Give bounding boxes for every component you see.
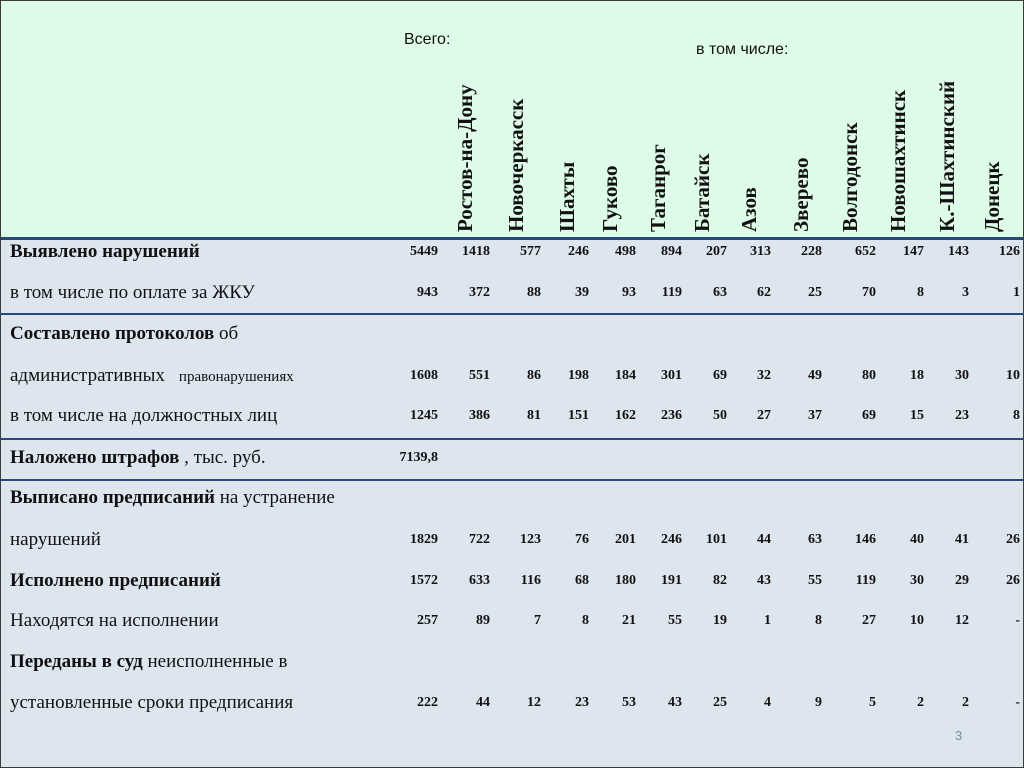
cell-value: 1572	[410, 573, 438, 588]
row-label-bold: Переданы в суд	[10, 651, 143, 672]
cell-value: 70	[862, 285, 876, 300]
cell-value: 5449	[410, 244, 438, 259]
row-label-bold: Выписано предписаний	[10, 487, 215, 508]
cell-value: 39	[575, 285, 589, 300]
cell-value: 10	[910, 613, 924, 628]
cell-value: 8	[917, 285, 924, 300]
row-label-small: правонарушениях	[178, 369, 294, 385]
cell-value: 50	[713, 408, 727, 423]
cell-value: 12	[527, 695, 541, 710]
cell-value: 151	[568, 408, 589, 423]
cell-value: 76	[575, 532, 589, 547]
cell-value: 55	[808, 573, 822, 588]
cell-value: 62	[757, 285, 771, 300]
cell-value: 386	[469, 408, 490, 423]
cell-value: 89	[476, 613, 490, 628]
cell-value: 5	[869, 695, 876, 710]
row-label-bold: Выявлено нарушений	[10, 241, 200, 262]
cell-value: 29	[955, 573, 969, 588]
cell-value: 69	[713, 368, 727, 383]
cell-value: 44	[476, 695, 490, 710]
cell-value: 101	[706, 532, 727, 547]
row-label	[10, 692, 293, 714]
city-header: Зверево	[789, 157, 813, 232]
row-label	[10, 323, 238, 345]
page-number: 3	[955, 728, 963, 743]
cell-value: 8	[582, 613, 589, 628]
row-label-text: Находятся на исполнении	[10, 610, 219, 631]
city-header: Батайск	[690, 153, 714, 232]
cell-value: 18	[910, 368, 924, 383]
cell-value: 43	[668, 695, 682, 710]
row-label	[10, 282, 255, 304]
city-header: Новошахтинск	[886, 89, 910, 232]
row-label-text: административных	[10, 365, 165, 386]
cell-value: 8	[1013, 408, 1020, 423]
cell-value: 228	[801, 244, 822, 259]
cell-value: 3	[962, 285, 969, 300]
cell-value: 25	[713, 695, 727, 710]
cell-value: 943	[417, 285, 438, 300]
cell-value: 652	[855, 244, 876, 259]
cell-value: 1245	[410, 408, 438, 423]
cell-value: 119	[855, 573, 876, 588]
cell-value: 43	[757, 573, 771, 588]
city-header: Таганрог	[646, 144, 670, 232]
cell-value: 12	[955, 613, 969, 628]
city-header: Гуково	[598, 165, 622, 232]
cell-value: 191	[661, 573, 682, 588]
row-label	[10, 651, 287, 673]
cell-value: 207	[706, 244, 727, 259]
cell-value: 147	[903, 244, 924, 259]
cell-value: 201	[615, 532, 636, 547]
cell-value: 894	[661, 244, 682, 259]
cell-value: 32	[757, 368, 771, 383]
cell-value: 116	[520, 573, 541, 588]
cell-value: 1418	[462, 244, 490, 259]
row-label	[10, 487, 335, 509]
cell-value: 21	[622, 613, 636, 628]
cell-value: 313	[750, 244, 771, 259]
cell-value: 68	[575, 573, 589, 588]
cell-value: 8	[815, 613, 822, 628]
cell-value: 49	[808, 368, 822, 383]
cell-value: 722	[469, 532, 490, 547]
cell-value: 7139,8	[399, 450, 438, 465]
row-label	[10, 529, 101, 551]
city-header: Шахты	[555, 161, 579, 232]
cell-value: 146	[855, 532, 876, 547]
cell-value: 4	[764, 695, 771, 710]
cell-value: 10	[1006, 368, 1020, 383]
cell-value: 23	[955, 408, 969, 423]
cell-value: 1	[764, 613, 771, 628]
cell-value: 37	[808, 408, 822, 423]
row-label-bold: Составлено протоколов	[10, 323, 215, 344]
cell-value: 180	[615, 573, 636, 588]
cell-value: 93	[622, 285, 636, 300]
cell-value: 9	[815, 695, 822, 710]
cell-value: 30	[910, 573, 924, 588]
cell-value: 7	[534, 613, 541, 628]
row-label-text: нарушений	[10, 529, 101, 550]
cell-value: 81	[527, 408, 541, 423]
total-column-label: Всего:	[404, 31, 451, 48]
cell-value: 26	[1006, 532, 1020, 547]
cell-value: 25	[808, 285, 822, 300]
city-header: Азов	[737, 187, 761, 232]
row-label-bold: Наложено штрафов	[10, 447, 180, 468]
cell-value: 257	[417, 613, 438, 628]
city-header: К.-Шахтинский	[935, 80, 959, 232]
cell-value: 44	[757, 532, 771, 547]
cell-value: 633	[469, 573, 490, 588]
cell-value: 30	[955, 368, 969, 383]
cell-value: 246	[661, 532, 682, 547]
cell-value: 63	[808, 532, 822, 547]
row-label-text: в том числе на должностных лиц	[10, 405, 278, 426]
cell-value: 53	[622, 695, 636, 710]
cell-value: 551	[469, 368, 490, 383]
section-divider	[0, 313, 1024, 315]
cell-value: 63	[713, 285, 727, 300]
cell-value: 236	[661, 408, 682, 423]
cell-value: 1	[1013, 285, 1020, 300]
cell-value: 40	[910, 532, 924, 547]
row-label-text: в том числе по оплате за ЖКУ	[10, 282, 255, 303]
cell-value: 123	[520, 532, 541, 547]
cell-value: 55	[668, 613, 682, 628]
row-label-text: , тыс. руб.	[179, 447, 266, 468]
cell-value: 23	[575, 695, 589, 710]
row-label-text: на устранение	[214, 487, 335, 508]
cell-value: 86	[527, 368, 541, 383]
cell-value: 27	[862, 613, 876, 628]
row-label-text: установленные сроки предписания	[10, 692, 294, 713]
row-label	[10, 447, 266, 469]
cell-value: 1608	[410, 368, 438, 383]
cell-value: 80	[862, 368, 876, 383]
city-header: Донецк	[980, 161, 1004, 232]
cell-value: 2	[962, 695, 969, 710]
cell-value: 119	[661, 285, 682, 300]
cell-value: 577	[520, 244, 541, 259]
row-label-bold: Исполнено предписаний	[10, 570, 221, 591]
city-header: Ростов-на-Дону	[453, 84, 477, 232]
cell-value: 126	[999, 244, 1020, 259]
row-label-text: неисполненные в	[142, 651, 288, 672]
cell-value: 15	[910, 408, 924, 423]
row-label	[10, 405, 277, 427]
cell-value: 301	[661, 368, 682, 383]
cell-value: 69	[862, 408, 876, 423]
city-header: Волгодонск	[838, 122, 862, 232]
section-divider	[0, 479, 1024, 481]
cell-value: 246	[568, 244, 589, 259]
cell-value: 162	[615, 408, 636, 423]
cell-value: 19	[713, 613, 727, 628]
cell-value: 222	[417, 695, 438, 710]
row-label	[10, 570, 221, 592]
row-label	[10, 365, 294, 387]
cell-value: 26	[1006, 573, 1020, 588]
row-label	[10, 610, 219, 632]
including-label: в том числе:	[696, 41, 789, 58]
cell-value: 82	[713, 573, 727, 588]
section-divider	[0, 438, 1024, 440]
cell-value: 143	[948, 244, 969, 259]
cell-value: 88	[527, 285, 541, 300]
cell-value: 498	[615, 244, 636, 259]
cell-value: 2	[917, 695, 924, 710]
cell-value: 1829	[410, 532, 438, 547]
cell-value: 198	[568, 368, 589, 383]
city-header: Новочеркасск	[504, 98, 528, 232]
cell-value: -	[1015, 695, 1020, 710]
cell-value: 27	[757, 408, 771, 423]
cell-value: 41	[955, 532, 969, 547]
row-label	[10, 241, 200, 263]
cell-value: -	[1015, 613, 1020, 628]
cell-value: 372	[469, 285, 490, 300]
row-label-text: об	[214, 323, 239, 344]
cell-value: 184	[615, 368, 636, 383]
